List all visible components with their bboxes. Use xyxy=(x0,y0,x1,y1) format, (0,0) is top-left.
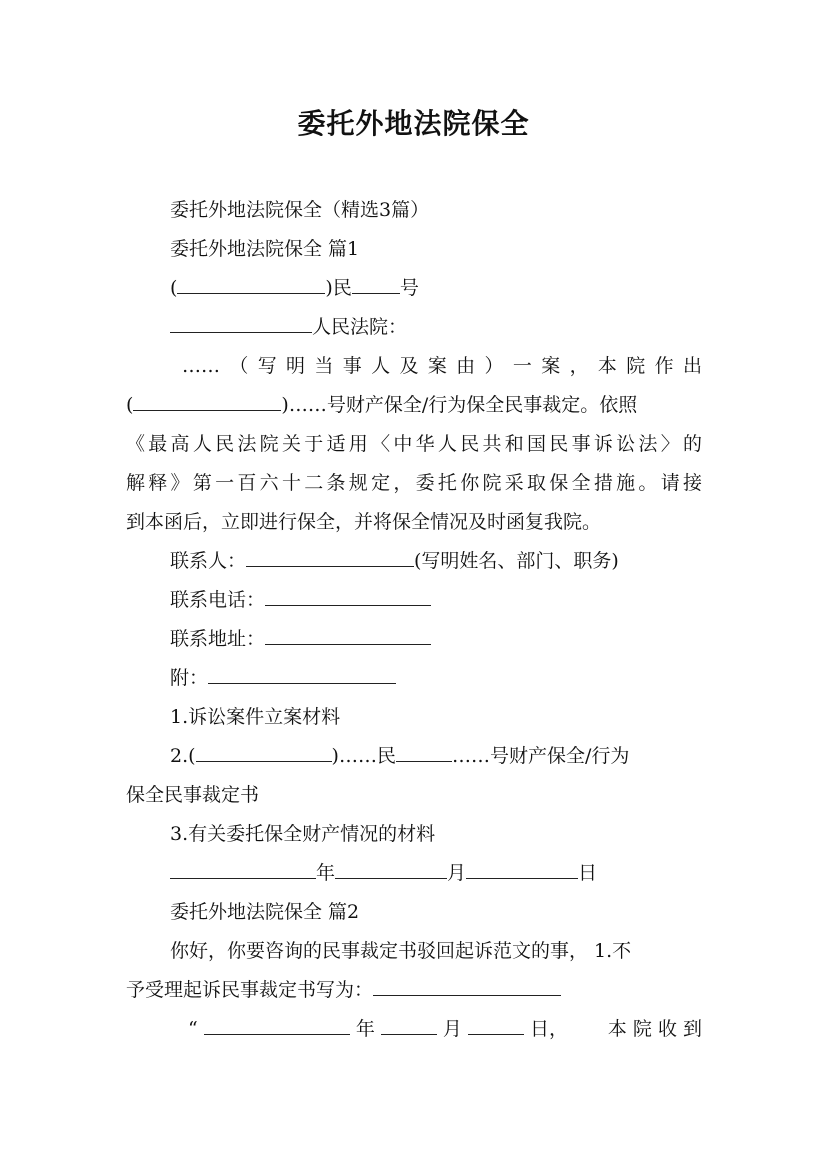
body-line-5: 到本函后，立即进行保全，并将保全情况及时函复我院。 xyxy=(126,511,602,533)
section2-year-label: 年 xyxy=(355,1018,375,1040)
case-number-line xyxy=(170,275,702,301)
section2-day-label: 日， xyxy=(530,1018,569,1040)
contact-phone-line xyxy=(170,587,702,613)
contact-address-line xyxy=(170,626,702,652)
date-day-blank xyxy=(466,860,578,879)
date-month-blank xyxy=(335,860,447,879)
section2-line-1: 你好，你要咨询的民事裁定书驳回起诉范文的事， 1.不 xyxy=(170,940,632,962)
contact-phone-label: 联系电话： xyxy=(170,589,266,611)
date-year-label: 年 xyxy=(316,862,336,884)
contact-person-blank xyxy=(246,548,414,567)
contact-address-blank xyxy=(265,626,431,645)
section2-title: 委托外地法院保全 篇2 xyxy=(170,901,360,923)
body-close-paren: ) xyxy=(281,394,289,416)
section2-line-3 xyxy=(188,1016,702,1042)
body-line-2-text: ……号财产保全/行为保全民事裁定。依照 xyxy=(288,394,638,416)
contact-person-label: 联系人： xyxy=(170,550,247,572)
court-suffix: 人民法院： xyxy=(312,316,408,338)
body-line-1: ……（写明当事人及案由）一案，本院作出 xyxy=(182,355,702,377)
body-line-2 xyxy=(126,392,702,418)
court-line xyxy=(170,314,702,340)
attachment-item-2 xyxy=(170,743,702,769)
attachment-item-2-suffix: ……号财产保全/行为 xyxy=(451,745,630,767)
section1-title: 委托外地法院保全 篇1 xyxy=(170,238,360,260)
attachment-item-2-cont: 保全民事裁定书 xyxy=(126,784,260,806)
date-line xyxy=(170,860,702,886)
document-title: 委托外地法院保全 xyxy=(297,107,530,140)
case-close-text: )民 xyxy=(325,277,352,299)
date-month-label: 月 xyxy=(447,862,467,884)
section2-line-2 xyxy=(126,977,702,1003)
case-open-paren: ( xyxy=(170,277,178,299)
contact-person-note: (写明姓名、部门、职务) xyxy=(414,550,619,572)
section2-month-label: 月 xyxy=(442,1018,462,1040)
attachment-item-2-blank-2 xyxy=(396,743,452,762)
section2-line-3-tail: 本 院 收 到 xyxy=(607,1018,702,1040)
section2-day-blank xyxy=(468,1016,524,1035)
date-year-blank xyxy=(170,860,316,879)
body-line-4: 解释》第一百六十二条规定，委托你院采取保全措施。请接 xyxy=(126,472,702,494)
case-number-suffix: 号 xyxy=(399,277,419,299)
attachment-blank xyxy=(208,665,396,684)
attachment-line xyxy=(170,665,702,691)
date-day-label: 日 xyxy=(578,862,598,884)
case-blank-2 xyxy=(352,275,400,294)
contact-phone-blank xyxy=(265,587,431,606)
contact-person-line xyxy=(170,548,702,574)
section2-line-3-quote: “ xyxy=(188,1018,198,1040)
document-heading: 委托外地法院保全（精选3篇） xyxy=(170,199,430,221)
body-line-3: 《最高人民法院关于适用〈中华人民共和国民事诉讼法〉的 xyxy=(126,433,702,455)
case-blank-1 xyxy=(177,275,325,294)
attachment-item-3: 3.有关委托保全财产情况的材料 xyxy=(170,823,436,845)
section2-line-2-blank xyxy=(373,977,561,996)
section2-line-2-text: 予受理起诉民事裁定书写为： xyxy=(126,979,374,1001)
body-open-paren: ( xyxy=(126,394,134,416)
section2-year-blank xyxy=(204,1016,350,1035)
attachment-item-2-mid: )……民 xyxy=(331,745,396,767)
section2-month-blank xyxy=(381,1016,437,1035)
attachment-item-2-prefix: 2.( xyxy=(170,745,196,767)
body-ruling-blank xyxy=(133,392,281,411)
attachment-label: 附： xyxy=(170,667,209,689)
court-blank xyxy=(170,314,312,333)
attachment-item-1: 1.诉讼案件立案材料 xyxy=(170,706,341,728)
contact-address-label: 联系地址： xyxy=(170,628,266,650)
attachment-item-2-blank-1 xyxy=(196,743,332,762)
